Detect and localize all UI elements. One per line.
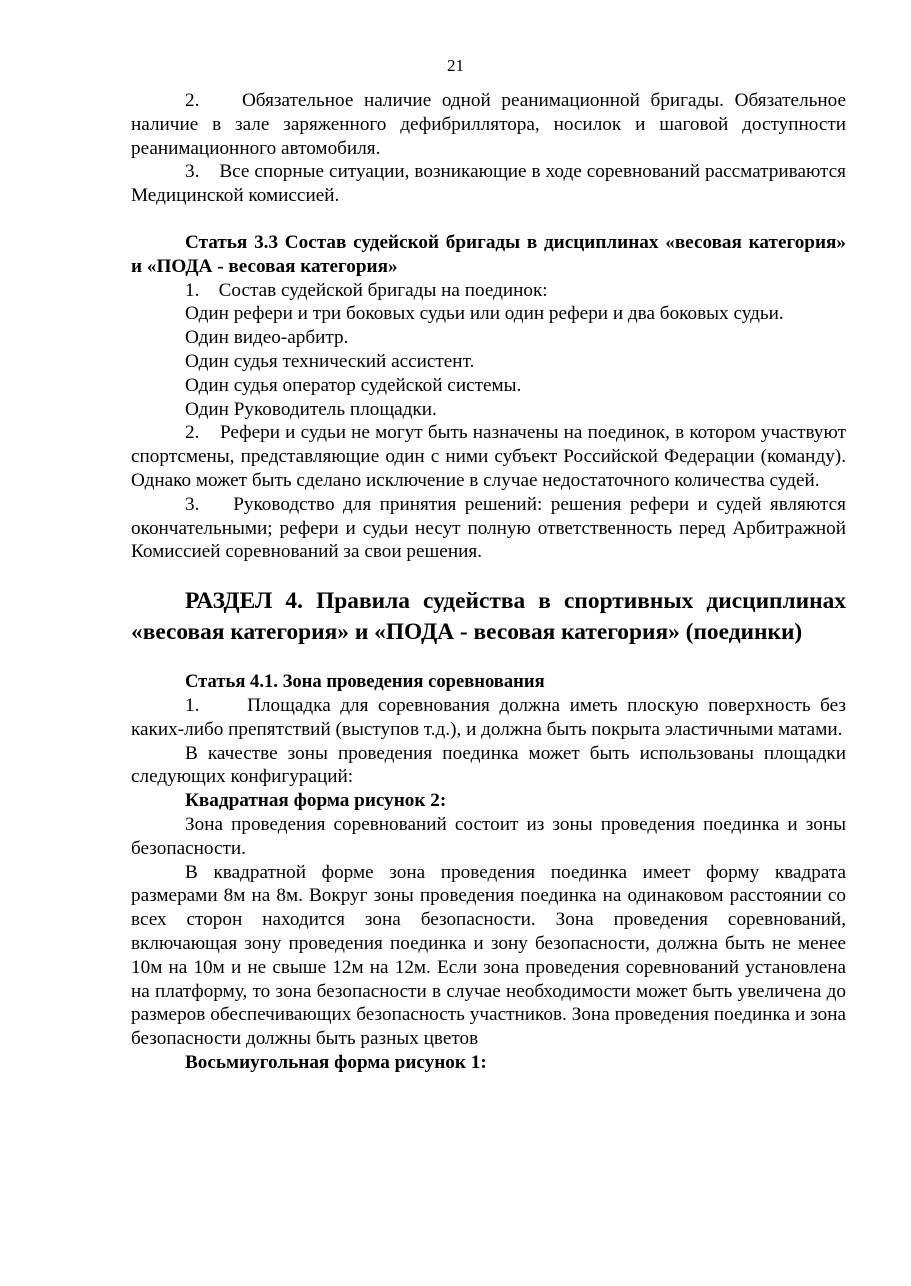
article-3-3-item-3 (131, 493, 846, 564)
article-3-3-heading: Статья 3.3 Состав судейской бригады в дисциплинах «весовая категория» и «ПОДА - весовая категория» (131, 231, 846, 277)
item-text: Площадка для соревнования должна иметь плоскую поверхность без каких-либо препятствий (выступов т.д.), и должна быть покрыта эластичными матами. (131, 694, 847, 740)
item-text: Рефери и судьи не могут быть назначены на поединок, в котором участвуют спортсмены, представляющие один с ними субъект Российской Федерации (команду). Однако может быть сделано исключение в случае недостаточного количества судей. (131, 422, 846, 491)
square-form-heading: Квадратная форма рисунок 2: (185, 790, 447, 812)
line-referee: Один рефери и три боковых судьи или один рефери и два боковых судьи. (185, 303, 784, 325)
page-number: 21 (447, 56, 464, 75)
list-item-2 (131, 89, 846, 160)
line-video-arbiter: Один видео-арбитр. (185, 327, 349, 349)
article-4-1-heading: Статья 4.1. Зона проведения соревнования (185, 671, 545, 693)
item-text: Обязательное наличие одной реанимационной бригады. Обязательное наличие в зале заряженного дефибриллятора, носилок и шаговой доступности реанимационного автомобиля. (131, 90, 847, 159)
line-area-head: Один Руководитель площадки. (185, 398, 437, 420)
item-number: 2. (185, 90, 200, 111)
item-number: 1. (185, 694, 200, 716)
line-tech-assistant: Один судья технический ассистент. (185, 350, 475, 372)
article-3-3-item-2 (131, 421, 846, 492)
list-item-3 (131, 160, 846, 208)
paragraph-zone: Зона проведения соревнований состоит из зоны проведения поединка и зоны безопасности. (131, 813, 846, 859)
item-number: 1. (185, 279, 200, 301)
page-body (131, 89, 846, 1075)
octagon-form-heading: Восьмиугольная форма рисунок 1: (185, 1051, 487, 1073)
paragraph-square-form: В квадратной форме зона проведения поединка имеет форму квадрата размерами 8м на 8м. Вокруг зоны проведения поединка на одинаковом расстоянии со всех сторон находится зона безопасности. Зона проведения соревнований, включающая зону проведения поединка и зону безопасности, должна быть не менее 10м на 10м и не свыше 12м на 12м. Если зона проведения соревнований установлена на платформу, то зона безопасности в случае необходимости может быть увеличена до размеров обеспечивающих безопасность участников. Зона проведения поединка и зона безопасности должны быть разных цветов (131, 861, 846, 1050)
article-4-1-item-1 (131, 694, 846, 742)
line-system-operator: Один судья оператор судейской системы. (185, 374, 522, 396)
article-3-3-item-1 (131, 279, 846, 303)
item-number: 3. (185, 161, 200, 183)
item-number: 2. (185, 422, 200, 444)
item-text: Все спорные ситуации, возникающие в ходе соревнований рассматриваются Медицинской комиссией. (131, 161, 846, 207)
item-text: Руководство для принятия решений: решения рефери и судей являются окончательными; рефери и судьи несут полную ответственность перед Арбитражной Комиссией соревнований за свои решения. (131, 493, 846, 563)
item-text: Состав судейской бригады на поединок: (218, 279, 548, 301)
paragraph-configurations: В качестве зоны проведения поединка может быть использованы площадки следующих конфигураций: (131, 742, 846, 788)
item-number: 3. (185, 493, 200, 515)
section-4-heading: РАЗДЕЛ 4. Правила судейства в спортивных дисциплинах «весовая категория» и «ПОДА - весовая категория» (поединки) (131, 588, 846, 646)
